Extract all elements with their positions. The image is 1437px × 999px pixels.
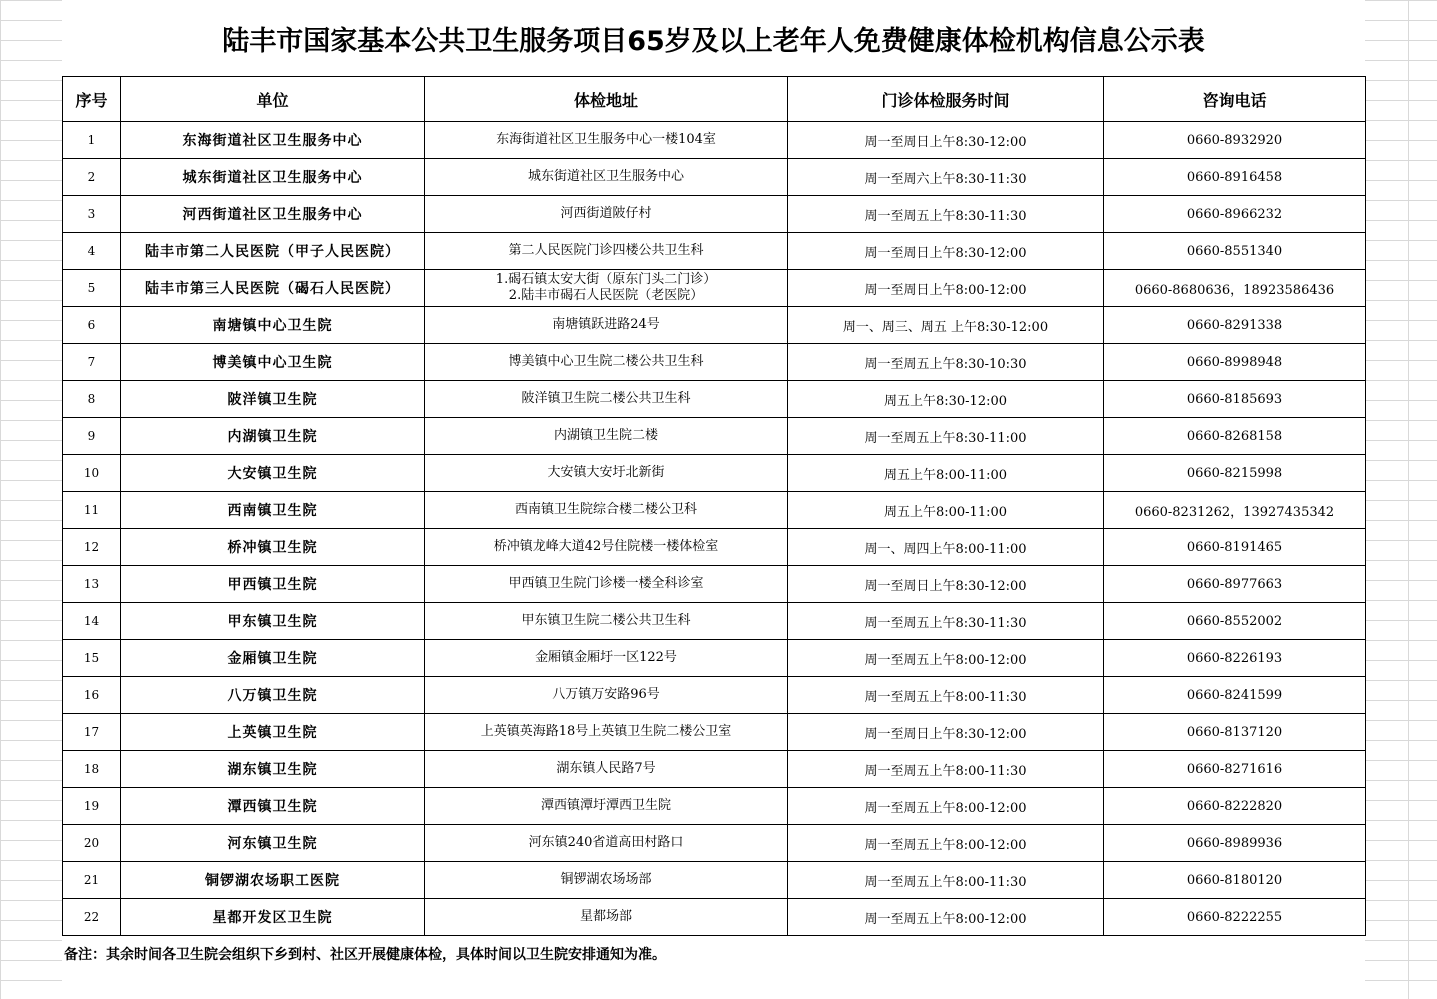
table-row xyxy=(63,381,1366,418)
row-phone: 0660-8966232 xyxy=(1104,196,1366,233)
table-row xyxy=(63,344,1366,381)
row-index: 3 xyxy=(63,196,121,233)
row-phone: 0660-8268158 xyxy=(1104,418,1366,455)
row-index: 13 xyxy=(63,566,121,603)
row-index: 5 xyxy=(63,270,121,307)
row-address xyxy=(425,899,788,936)
row-index: 20 xyxy=(63,825,121,862)
row-address xyxy=(425,344,788,381)
row-unit: 湖东镇卫生院 xyxy=(121,751,425,788)
spreadsheet-sheet xyxy=(62,0,1365,999)
footnote: 备注：其余时间各卫生院会组织下乡到村、社区开展健康体检，具体时间以卫生院安排通知为准。 xyxy=(64,947,666,963)
table-row xyxy=(63,788,1366,825)
row-unit: 八万镇卫生院 xyxy=(121,677,425,714)
row-hours: 周一至周五上午8:00-12:00 xyxy=(788,825,1104,862)
row-hours: 周一至周五上午8:00-12:00 xyxy=(788,788,1104,825)
row-unit: 铜锣湖农场职工医院 xyxy=(121,862,425,899)
row-hours: 周一至周五上午8:00-11:30 xyxy=(788,677,1104,714)
table-row xyxy=(63,455,1366,492)
row-unit: 金厢镇卫生院 xyxy=(121,640,425,677)
row-hours: 周一至周五上午8:30-11:30 xyxy=(788,196,1104,233)
row-hours: 周五上午8:00-11:00 xyxy=(788,455,1104,492)
header-index: 序号 xyxy=(63,77,121,122)
row-hours: 周一至周五上午8:30-11:30 xyxy=(788,603,1104,640)
row-address xyxy=(425,270,788,307)
row-index: 1 xyxy=(63,122,121,159)
table-row xyxy=(63,307,1366,344)
address-line: 南塘镇跃进路24号 xyxy=(552,317,660,332)
address-line: 内湖镇卫生院二楼 xyxy=(553,428,658,443)
row-address xyxy=(425,788,788,825)
row-index: 8 xyxy=(63,381,121,418)
address-line: 西南镇卫生院综合楼二楼公卫科 xyxy=(514,502,697,517)
header-address: 体检地址 xyxy=(425,77,788,122)
row-unit: 博美镇中心卫生院 xyxy=(121,344,425,381)
row-phone: 0660-8552002 xyxy=(1104,603,1366,640)
row-hours: 周一至周五上午8:30-10:30 xyxy=(788,344,1104,381)
row-address xyxy=(425,492,788,529)
address-line: 博美镇中心卫生院二楼公共卫生科 xyxy=(508,354,704,369)
table-row xyxy=(63,899,1366,936)
address-line: 潭西镇潭圩潭西卫生院 xyxy=(540,798,671,813)
row-unit: 城东街道社区卫生服务中心 xyxy=(121,159,425,196)
row-unit: 西南镇卫生院 xyxy=(121,492,425,529)
row-index: 21 xyxy=(63,862,121,899)
address-line: 桥冲镇龙峰大道42号住院楼一楼体检室 xyxy=(493,539,719,554)
row-index: 10 xyxy=(63,455,121,492)
row-phone: 0660-8137120 xyxy=(1104,714,1366,751)
table-row xyxy=(63,603,1366,640)
row-hours: 周一至周五上午8:00-11:30 xyxy=(788,862,1104,899)
row-hours: 周一至周日上午8:00-12:00 xyxy=(788,270,1104,307)
table-row xyxy=(63,122,1366,159)
row-unit: 河西街道社区卫生服务中心 xyxy=(121,196,425,233)
address-line: 铜锣湖农场场部 xyxy=(560,872,652,887)
row-index: 16 xyxy=(63,677,121,714)
row-unit: 南塘镇中心卫生院 xyxy=(121,307,425,344)
row-index: 11 xyxy=(63,492,121,529)
row-hours: 周一至周日上午8:30-12:00 xyxy=(788,233,1104,270)
institution-table xyxy=(62,76,1366,936)
row-index: 19 xyxy=(63,788,121,825)
row-address xyxy=(425,196,788,233)
table-header-row xyxy=(63,77,1366,122)
address-line: 2.陆丰市碣石人民医院（老医院） xyxy=(508,288,704,303)
row-unit: 甲东镇卫生院 xyxy=(121,603,425,640)
row-phone: 0660-8180120 xyxy=(1104,862,1366,899)
table-row xyxy=(63,677,1366,714)
address-line: 甲东镇卫生院二楼公共卫生科 xyxy=(521,613,691,628)
row-hours: 周一至周五上午8:30-11:00 xyxy=(788,418,1104,455)
row-index: 17 xyxy=(63,714,121,751)
row-index: 2 xyxy=(63,159,121,196)
table-row xyxy=(63,751,1366,788)
address-line: 陂洋镇卫生院二楼公共卫生科 xyxy=(521,391,691,406)
address-line: 星都场部 xyxy=(579,909,632,924)
table-row xyxy=(63,270,1366,307)
row-hours: 周五上午8:30-12:00 xyxy=(788,381,1104,418)
row-hours: 周一、周三、周五 上午8:30-12:00 xyxy=(788,307,1104,344)
row-unit: 东海街道社区卫生服务中心 xyxy=(121,122,425,159)
header-unit: 单位 xyxy=(121,77,425,122)
row-address xyxy=(425,307,788,344)
address-line: 河西街道陂仔村 xyxy=(560,206,652,221)
row-unit: 内湖镇卫生院 xyxy=(121,418,425,455)
row-hours: 周一至周六上午8:30-11:30 xyxy=(788,159,1104,196)
row-address xyxy=(425,418,788,455)
address-line: 上英镇英海路18号上英镇卫生院二楼公卫室 xyxy=(480,724,732,739)
address-line: 八万镇万安路96号 xyxy=(552,687,660,702)
row-hours: 周一至周五上午8:00-12:00 xyxy=(788,640,1104,677)
row-address xyxy=(425,751,788,788)
address-line: 河东镇240省道高田村路口 xyxy=(528,835,684,850)
row-hours: 周一至周五上午8:00-12:00 xyxy=(788,899,1104,936)
table-row xyxy=(63,566,1366,603)
row-index: 6 xyxy=(63,307,121,344)
row-unit: 河东镇卫生院 xyxy=(121,825,425,862)
address-line: 湖东镇人民路7号 xyxy=(556,761,656,776)
row-unit: 陆丰市第三人民医院（碣石人民医院） xyxy=(121,270,425,307)
row-phone: 0660-8271616 xyxy=(1104,751,1366,788)
table-row xyxy=(63,196,1366,233)
address-line: 甲西镇卫生院门诊楼一楼全科诊室 xyxy=(508,576,704,591)
row-index: 9 xyxy=(63,418,121,455)
row-phone: 0660-8222820 xyxy=(1104,788,1366,825)
row-unit: 桥冲镇卫生院 xyxy=(121,529,425,566)
row-phone: 0660-8231262，13927435342 xyxy=(1104,492,1366,529)
row-phone: 0660-8222255 xyxy=(1104,899,1366,936)
address-line: 大安镇大安圩北新街 xyxy=(547,465,665,480)
row-phone: 0660-8680636，18923586436 xyxy=(1104,270,1366,307)
table-row xyxy=(63,418,1366,455)
row-hours: 周一至周五上午8:00-11:30 xyxy=(788,751,1104,788)
row-address xyxy=(425,233,788,270)
row-index: 4 xyxy=(63,233,121,270)
row-address xyxy=(425,381,788,418)
row-phone: 0660-8191465 xyxy=(1104,529,1366,566)
table-row xyxy=(63,862,1366,899)
row-index: 18 xyxy=(63,751,121,788)
address-line: 1.碣石镇太安大街（原东门头二门诊） xyxy=(495,272,717,287)
row-address xyxy=(425,529,788,566)
header-phone: 咨询电话 xyxy=(1104,77,1366,122)
row-unit: 陆丰市第二人民医院（甲子人民医院） xyxy=(121,233,425,270)
row-index: 22 xyxy=(63,899,121,936)
row-index: 14 xyxy=(63,603,121,640)
row-address xyxy=(425,714,788,751)
row-hours: 周一、周四上午8:00-11:00 xyxy=(788,529,1104,566)
row-phone: 0660-8241599 xyxy=(1104,677,1366,714)
row-index: 15 xyxy=(63,640,121,677)
row-phone: 0660-8551340 xyxy=(1104,233,1366,270)
row-address xyxy=(425,455,788,492)
row-phone: 0660-8977663 xyxy=(1104,566,1366,603)
row-unit: 星都开发区卫生院 xyxy=(121,899,425,936)
address-line: 城东街道社区卫生服务中心 xyxy=(527,169,684,184)
row-address xyxy=(425,159,788,196)
row-phone: 0660-8226193 xyxy=(1104,640,1366,677)
row-phone: 0660-8185693 xyxy=(1104,381,1366,418)
row-address xyxy=(425,677,788,714)
table-row xyxy=(63,492,1366,529)
row-address xyxy=(425,825,788,862)
row-address xyxy=(425,122,788,159)
row-unit: 甲西镇卫生院 xyxy=(121,566,425,603)
row-phone: 0660-8215998 xyxy=(1104,455,1366,492)
row-address xyxy=(425,862,788,899)
page-title: 陆丰市国家基本公共卫生服务项目65岁及以上老年人免费健康体检机构信息公示表 xyxy=(222,25,1205,57)
row-unit: 上英镇卫生院 xyxy=(121,714,425,751)
table-row xyxy=(63,714,1366,751)
row-unit: 陂洋镇卫生院 xyxy=(121,381,425,418)
row-address xyxy=(425,603,788,640)
row-hours: 周一至周日上午8:30-12:00 xyxy=(788,566,1104,603)
row-address xyxy=(425,640,788,677)
row-phone: 0660-8291338 xyxy=(1104,307,1366,344)
row-phone: 0660-8932920 xyxy=(1104,122,1366,159)
row-unit: 潭西镇卫生院 xyxy=(121,788,425,825)
header-hours: 门诊体检服务时间 xyxy=(788,77,1104,122)
row-unit: 大安镇卫生院 xyxy=(121,455,425,492)
row-hours: 周一至周日上午8:30-12:00 xyxy=(788,714,1104,751)
row-phone: 0660-8989936 xyxy=(1104,825,1366,862)
row-phone: 0660-8998948 xyxy=(1104,344,1366,381)
row-index: 7 xyxy=(63,344,121,381)
row-hours: 周一至周日上午8:30-12:00 xyxy=(788,122,1104,159)
table-row xyxy=(63,159,1366,196)
address-line: 东海街道社区卫生服务中心一楼104室 xyxy=(496,132,716,147)
table-row xyxy=(63,640,1366,677)
row-address xyxy=(425,566,788,603)
table-row xyxy=(63,529,1366,566)
table-row xyxy=(63,233,1366,270)
row-index: 12 xyxy=(63,529,121,566)
row-phone: 0660-8916458 xyxy=(1104,159,1366,196)
address-line: 金厢镇金厢圩一区122号 xyxy=(535,650,677,665)
table-row xyxy=(63,825,1366,862)
address-line: 第二人民医院门诊四楼公共卫生科 xyxy=(508,243,704,258)
row-hours: 周五上午8:00-11:00 xyxy=(788,492,1104,529)
